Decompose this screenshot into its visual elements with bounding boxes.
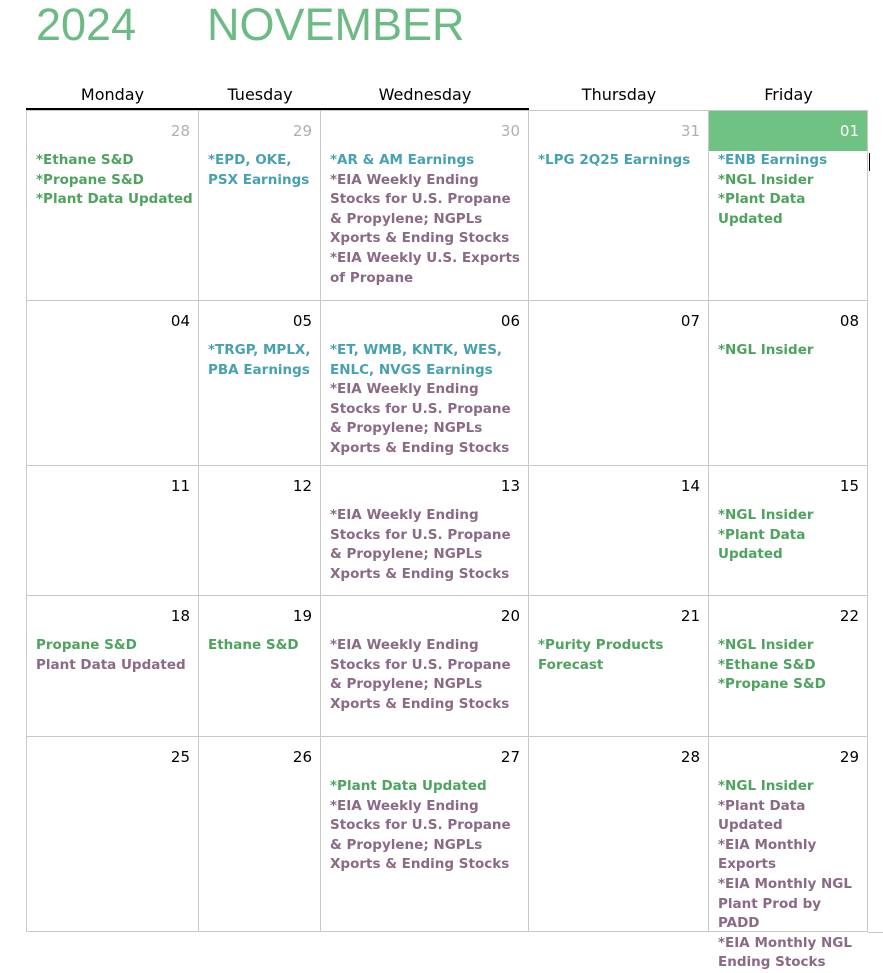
day-number: 29 [839, 748, 859, 766]
day-number: 06 [500, 312, 520, 330]
event-list [718, 777, 863, 973]
calendar-event[interactable]: *NGL Insider [718, 342, 814, 358]
day-number: 27 [500, 748, 520, 766]
day-number: 07 [680, 312, 700, 330]
calendar-event[interactable]: *EIA Weekly Ending Stocks for U.S. Propane & Propylene; NGPLs Xports & Ending Stocks [330, 507, 511, 582]
day-cell[interactable] [26, 301, 199, 466]
event-list [718, 341, 863, 361]
calendar-event[interactable]: *ENB Earnings [718, 152, 828, 168]
calendar-event[interactable]: *NGL Insider [718, 778, 814, 794]
calendar-event[interactable]: *EIA Monthly NGL Ending Stocks [718, 934, 852, 971]
calendar-event[interactable]: *EIA Monthly NGL Plant Prod by PADD [718, 875, 852, 932]
weekday-monday: Monday [80, 85, 145, 104]
event-list [330, 151, 524, 288]
weekday-thursday: Thursday [581, 85, 657, 104]
day-number: 08 [839, 312, 859, 330]
calendar-event[interactable]: *Propane S&D [718, 676, 826, 693]
day-cell[interactable] [321, 301, 529, 466]
day-number: 04 [170, 312, 190, 330]
day-cell[interactable] [529, 466, 709, 596]
calendar-event[interactable]: *Plant Data Updated [718, 191, 806, 227]
day-number: 28 [170, 122, 190, 140]
text-cursor [869, 153, 870, 171]
calendar-event[interactable]: *EIA Weekly U.S. Exports of Propane [330, 249, 520, 286]
calendar-event[interactable]: *Propane S&D [36, 171, 144, 188]
calendar-event[interactable]: *Purity Products Forecast [538, 637, 664, 673]
day-number: 30 [500, 122, 520, 140]
day-cell[interactable] [709, 596, 868, 737]
calendar-event[interactable]: Plant Data Updated [36, 656, 186, 673]
day-number: 05 [292, 312, 312, 330]
calendar-event[interactable]: *NGL Insider [718, 637, 814, 653]
day-cell[interactable] [199, 737, 321, 932]
event-list [718, 506, 863, 565]
calendar-event[interactable]: *NGL Insider [718, 171, 814, 188]
day-cell[interactable] [199, 466, 321, 596]
day-cell[interactable] [321, 596, 529, 737]
day-number: 22 [839, 607, 859, 625]
day-cell[interactable] [26, 737, 199, 932]
day-number: 12 [292, 477, 312, 495]
calendar-event[interactable]: *EIA Weekly Ending Stocks for U.S. Propane & Propylene; NGPLs Xports & Ending Stocks [330, 381, 511, 456]
calendar-event[interactable]: Propane S&D [36, 637, 137, 653]
calendar-event[interactable]: *EIA Weekly Ending Stocks for U.S. Propane & Propylene; NGPLs Xports & Ending Stocks [330, 171, 511, 247]
day-number: 01 [839, 122, 859, 140]
calendar-year: 2024 [36, 0, 137, 50]
day-number: 26 [292, 748, 312, 766]
calendar-event[interactable]: *Plant Data Updated [718, 526, 806, 563]
event-list [36, 636, 194, 675]
weekday-wednesday: Wednesday [378, 85, 472, 104]
event-list [718, 636, 863, 695]
day-cell[interactable] [199, 596, 321, 737]
day-number: 25 [170, 748, 190, 766]
day-number: 19 [292, 607, 312, 625]
day-cell[interactable] [26, 466, 199, 596]
divider [868, 932, 883, 933]
day-cell[interactable] [529, 301, 709, 466]
calendar-event[interactable]: *TRGP, MPLX, PBA Earnings [208, 342, 311, 378]
day-cell[interactable] [709, 110, 868, 301]
day-number: 20 [500, 607, 520, 625]
event-list [330, 636, 524, 714]
calendar-event[interactable]: *ET, WMB, KNTK, WES, ENLC, NVGS Earnings [330, 342, 503, 378]
calendar-event[interactable]: *Ethane S&D [718, 656, 816, 673]
day-number: 31 [680, 122, 700, 140]
day-cell[interactable] [199, 301, 321, 466]
event-list [330, 777, 524, 875]
event-list [36, 151, 194, 210]
day-cell[interactable] [709, 301, 868, 466]
day-number: 14 [680, 477, 700, 495]
day-cell[interactable] [709, 737, 868, 971]
calendar-event[interactable]: *Ethane S&D [36, 152, 134, 168]
event-list [538, 636, 704, 675]
day-number: 11 [170, 477, 190, 495]
weekday-friday: Friday [764, 85, 813, 104]
calendar-event[interactable]: *EIA Weekly Ending Stocks for U.S. Propane & Propylene; NGPLs Xports & Ending Stocks [330, 797, 511, 873]
event-list [718, 151, 863, 229]
calendar-event[interactable]: *NGL Insider [718, 507, 814, 523]
calendar-event[interactable]: *EIA Weekly Ending Stocks for U.S. Propane & Propylene; NGPLs Xports & Ending Stocks [330, 637, 511, 712]
day-number: 18 [170, 607, 190, 625]
weekday-tuesday: Tuesday [227, 85, 293, 104]
calendar-event[interactable]: *EIA Monthly Exports [718, 836, 817, 873]
calendar-event[interactable]: *Plant Data Updated [36, 191, 193, 208]
day-cell[interactable] [709, 466, 868, 596]
day-number: 13 [500, 477, 520, 495]
day-cell[interactable] [529, 737, 709, 932]
calendar-event[interactable]: *Plant Data Updated [718, 797, 806, 834]
day-cell[interactable] [321, 110, 529, 301]
event-list [208, 151, 316, 190]
event-list [330, 341, 524, 459]
calendar-event[interactable]: *AR & AM Earnings [330, 152, 475, 168]
calendar-event[interactable]: *EPD, OKE, PSX Earnings [208, 152, 310, 188]
day-number: 29 [292, 122, 312, 140]
calendar-event[interactable]: *LPG 2Q25 Earnings [538, 152, 691, 168]
calendar-month: NOVEMBER [207, 0, 465, 50]
day-cell[interactable] [199, 110, 321, 301]
day-cell[interactable] [26, 110, 199, 301]
day-cell[interactable] [529, 110, 709, 301]
day-cell[interactable] [26, 596, 199, 737]
event-list [208, 636, 316, 656]
event-list [208, 341, 316, 380]
day-number: 28 [680, 748, 700, 766]
day-cell[interactable] [321, 737, 529, 932]
calendar-event[interactable]: *Plant Data Updated [330, 778, 487, 794]
day-cell[interactable] [321, 466, 529, 596]
event-list [538, 151, 704, 171]
day-number: 21 [680, 607, 700, 625]
calendar-event[interactable]: Ethane S&D [208, 637, 299, 653]
day-cell[interactable] [529, 596, 709, 737]
event-list [330, 506, 524, 584]
day-number: 15 [839, 477, 859, 495]
